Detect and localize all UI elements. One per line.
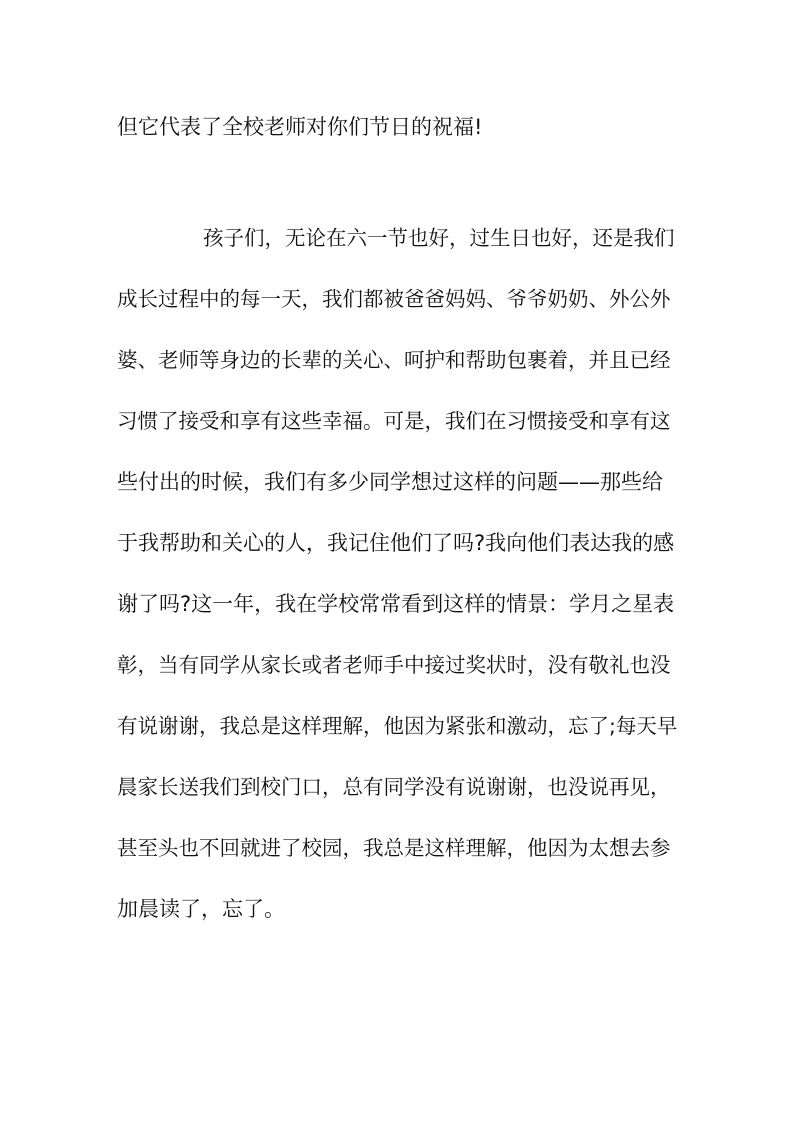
paragraph-2-line-4: 习惯了接受和享有这些幸福。可是，我们在习惯接受和享有这 [117, 409, 671, 433]
paragraph-2-line-3: 婆、老师等身边的长辈的关心、呵护和帮助包裹着，并且已经 [117, 348, 671, 372]
paragraph-2-line-9: 有说谢谢，我总是这样理解，他因为紧张和激动，忘了;每天早 [117, 714, 678, 738]
paragraph-2-line-6: 于我帮助和关心的人，我记住他们了吗?我向他们表达我的感 [117, 531, 675, 555]
paragraph-2-line-2: 成长过程中的每一天，我们都被爸爸妈妈、爷爷奶奶、外公外 [117, 287, 671, 311]
paragraph-2-line-12: 加晨读了，忘了。 [117, 897, 285, 921]
paragraph-1-line-1: 但它代表了全校老师对你们节日的祝福! [117, 115, 483, 139]
paragraph-2-line-10: 晨家长送我们到校门口，总有同学没有说谢谢，也没说再见， [117, 775, 671, 799]
paragraph-2-line-5: 些付出的时候，我们有多少同学想过这样的问题——那些给 [117, 470, 663, 494]
paragraph-2-line-8: 彰，当有同学从家长或者老师手中接过奖状时，没有敬礼也没 [117, 653, 671, 677]
paragraph-2-line-1: 孩子们，无论在六一节也好，过生日也好，还是我们 [203, 226, 675, 250]
paragraph-2-line-11: 甚至头也不回就进了校园，我总是这样理解，他因为太想去参 [117, 836, 671, 860]
paragraph-2-line-7: 谢了吗?这一年，我在学校常常看到这样的情景：学月之星表 [117, 592, 675, 616]
